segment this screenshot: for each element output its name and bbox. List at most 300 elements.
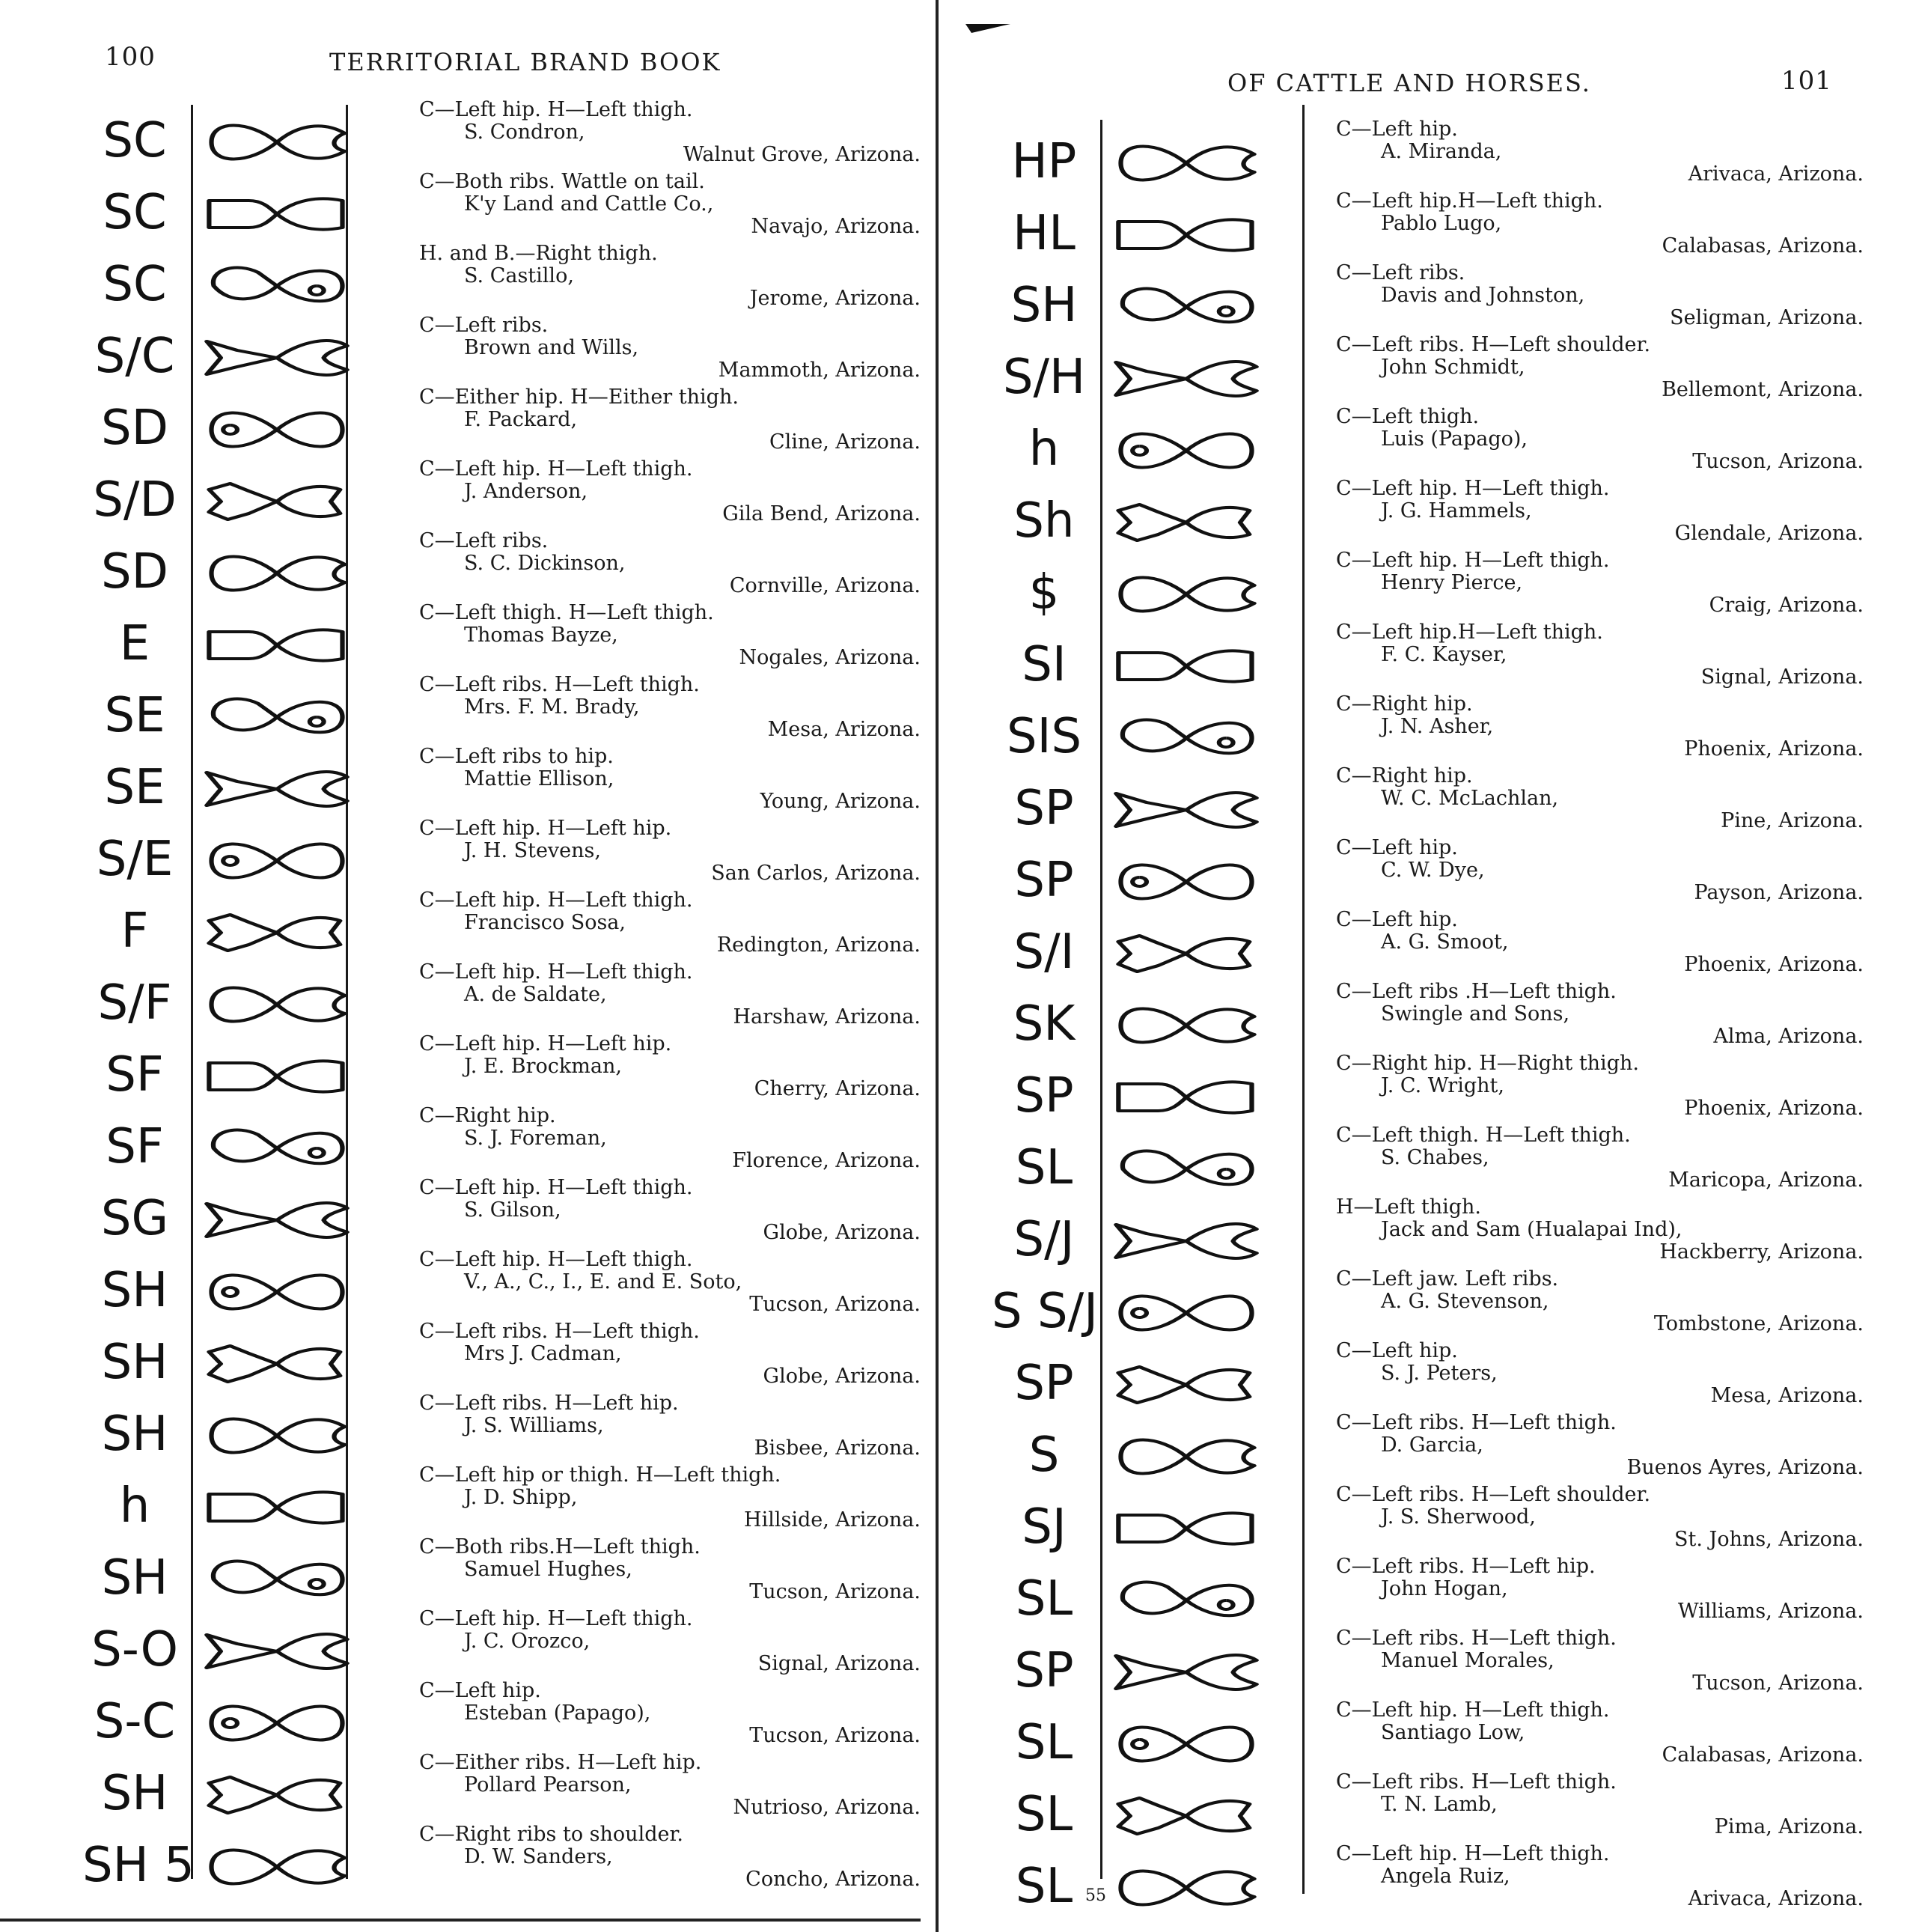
brand-entry — [1336, 1699, 1864, 1771]
owner-name: S. Chabes, — [1381, 1146, 1489, 1169]
earmark-icon — [202, 115, 352, 169]
brand-location: C—Left jaw. Left ribs. — [1336, 1267, 1559, 1290]
brand-location: H—Left thigh. — [1336, 1195, 1482, 1219]
brand-location: C—Left hip. H—Left hip. — [419, 817, 672, 840]
brand-code: F — [120, 903, 149, 959]
earmark-icon — [1111, 352, 1261, 406]
owner-name: A. G. Stevenson, — [1381, 1290, 1549, 1313]
brand-code: SC — [103, 185, 167, 240]
owner-place: Cornville, Arizona. — [729, 574, 921, 597]
brand-location: C—Left ribs. — [1336, 261, 1465, 284]
brand-entry — [1336, 1340, 1864, 1412]
column-rule — [1302, 105, 1305, 1894]
brand-code: S/I — [1013, 924, 1075, 980]
brand-code: SH — [101, 1766, 168, 1821]
brand-row — [82, 752, 359, 823]
brand-code: SD — [101, 544, 168, 600]
brand-location: C—Left ribs. H—Left hip. — [1336, 1555, 1596, 1578]
brand-location: C—Left ribs. H—Left thigh. — [419, 1320, 700, 1343]
owner-name: F. C. Kayser, — [1381, 643, 1507, 666]
brand-location: C—Left hip. — [1336, 118, 1458, 141]
brand-code: SC — [103, 113, 167, 168]
owner-name: K'y Land and Cattle Co., — [464, 192, 714, 216]
brand-code: SL — [1015, 1787, 1073, 1842]
owner-place: Tucson, Arizona. — [1692, 450, 1864, 473]
owner-name: J. H. Stevens, — [464, 839, 601, 862]
earmark-icon — [202, 546, 352, 600]
brand-entry — [419, 458, 921, 530]
printer-signature: 55 — [1085, 1886, 1106, 1905]
earmark-icon — [1111, 1645, 1261, 1699]
brand-code: S/F — [97, 975, 172, 1031]
owner-place: Signal, Arizona. — [757, 1652, 921, 1675]
brand-location: C—Left hip. H—Left thigh. — [1336, 1842, 1610, 1865]
owner-place: Pima, Arizona. — [1714, 1815, 1864, 1838]
brand-code: S/D — [93, 472, 177, 528]
owner-place: Glendale, Arizona. — [1674, 522, 1864, 545]
brand-location: C—Right hip. — [1336, 692, 1473, 716]
earmark-icon — [1111, 280, 1261, 334]
earmark-icon — [202, 475, 352, 528]
owner-place: Bisbee, Arizona. — [754, 1436, 921, 1460]
brand-row — [992, 629, 1269, 701]
owner-name: Brown and Wills, — [464, 336, 639, 359]
brand-code: SJ — [1022, 1499, 1067, 1555]
brand-location: C—Left hip. H—Left thigh. — [419, 889, 693, 912]
brand-code: E — [119, 616, 150, 671]
brand-code: Sh — [1013, 493, 1075, 549]
brand-entry — [419, 1392, 921, 1464]
owner-name: D. Garcia, — [1381, 1433, 1483, 1457]
brand-location: C—Left hip. H—Left thigh. — [1336, 549, 1610, 572]
brand-code: SH — [101, 1550, 168, 1606]
owner-place: Tucson, Arizona. — [749, 1580, 921, 1603]
owner-place: Bellemont, Arizona. — [1662, 378, 1864, 401]
brand-location: C—Left hip. H—Left thigh. — [1336, 1698, 1610, 1722]
brand-entry — [419, 1177, 921, 1249]
earmark-icon — [1111, 1214, 1261, 1268]
brand-location: C—Left hip. H—Left thigh. — [419, 457, 693, 481]
brand-code: SP — [1014, 1356, 1074, 1411]
brand-entry — [419, 817, 921, 889]
brand-entry — [1336, 190, 1864, 262]
owner-place: Tucson, Arizona. — [749, 1724, 921, 1747]
brand-code: SP — [1014, 1068, 1074, 1124]
brand-entry — [1336, 1627, 1864, 1699]
brand-location: C—Right ribs to shoulder. — [419, 1823, 683, 1846]
owner-name: D. W. Sanders, — [464, 1845, 613, 1868]
owner-name: Pollard Pearson, — [464, 1773, 632, 1797]
running-head: TERRITORIAL BRAND BOOK — [329, 48, 721, 76]
brand-row — [992, 988, 1269, 1060]
owner-name: Swingle and Sons, — [1381, 1002, 1570, 1026]
earmark-icon — [202, 1049, 352, 1103]
earmark-icon — [1111, 1573, 1261, 1627]
brand-row — [82, 320, 359, 392]
owner-place: Phoenix, Arizona. — [1684, 953, 1864, 976]
brand-row — [82, 392, 359, 464]
earmark-icon — [202, 331, 352, 385]
brand-row — [82, 1758, 359, 1829]
brand-row — [992, 198, 1269, 269]
brand-row — [82, 1686, 359, 1758]
brand-row — [82, 1542, 359, 1614]
brand-code: h — [1028, 421, 1060, 477]
earmark-icon — [1111, 927, 1261, 981]
earmark-icon — [1111, 1142, 1261, 1196]
brand-code: SF — [106, 1119, 164, 1174]
brand-row — [82, 105, 359, 177]
brand-row — [992, 557, 1269, 629]
earmark-icon — [1111, 1717, 1261, 1771]
brand-location: C—Either ribs. H—Left hip. — [419, 1751, 702, 1774]
brand-row — [992, 485, 1269, 557]
brand-location: C—Left hip. H—Left thigh. — [1336, 477, 1610, 500]
brand-code: SK — [1013, 996, 1076, 1052]
earmark-icon — [202, 1121, 352, 1175]
brand-code: SE — [104, 688, 165, 743]
owner-name: J. Anderson, — [464, 480, 588, 503]
brand-entry — [419, 1320, 921, 1392]
brand-row — [992, 1060, 1269, 1132]
brand-row — [82, 536, 359, 608]
earmark-icon — [202, 834, 352, 888]
owner-name: Thomas Bayze, — [464, 624, 618, 647]
brand-entry — [1336, 981, 1864, 1052]
brand-code: $ — [1028, 565, 1060, 621]
owner-place: Cline, Arizona. — [769, 430, 921, 454]
brand-entry — [419, 889, 921, 961]
owner-name: Angela Ruiz, — [1381, 1865, 1510, 1888]
earmark-icon — [202, 1624, 352, 1678]
brand-code: HP — [1011, 134, 1077, 189]
brand-entry — [1336, 1196, 1864, 1268]
earmark-icon — [202, 403, 352, 457]
brand-location: C—Right hip. — [419, 1104, 556, 1127]
owner-place: Phoenix, Arizona. — [1684, 1097, 1864, 1120]
brand-row — [82, 1183, 359, 1255]
earmark-icon — [202, 978, 352, 1031]
brand-entry — [1336, 1052, 1864, 1124]
owner-place: Nutrioso, Arizona. — [733, 1796, 921, 1819]
brand-entry — [1336, 1484, 1864, 1555]
owner-name: Santiago Low, — [1381, 1721, 1525, 1744]
brand-row — [992, 773, 1269, 844]
page-number: 101 — [1781, 66, 1832, 96]
earmark-icon — [1111, 136, 1261, 190]
brand-code: S/H — [1002, 350, 1086, 405]
brand-location: C—Left ribs. H—Left thigh. — [1336, 1770, 1617, 1794]
brand-row — [82, 1326, 359, 1398]
brand-entry — [1336, 1124, 1864, 1196]
brand-row — [992, 1850, 1269, 1922]
owner-place: Arivaca, Arizona. — [1688, 162, 1864, 186]
owner-place: Young, Arizona. — [760, 790, 921, 813]
brand-location: C—Left ribs. H—Left shoulder. — [1336, 333, 1651, 356]
owner-name: C. W. Dye, — [1381, 859, 1485, 882]
brand-entry — [419, 602, 921, 674]
left-page — [0, 0, 936, 1932]
earmark-icon — [202, 1193, 352, 1247]
owner-place: Harshaw, Arizona. — [733, 1005, 921, 1029]
brand-location: C—Either hip. H—Either thigh. — [419, 386, 739, 409]
brand-row — [992, 1563, 1269, 1635]
owner-place: San Carlos, Arizona. — [711, 862, 921, 885]
owner-place: Phoenix, Arizona. — [1684, 737, 1864, 761]
brand-row — [82, 177, 359, 249]
brand-entry — [1336, 909, 1864, 981]
brand-code: SF — [106, 1047, 164, 1103]
brand-code: SC — [103, 257, 167, 312]
earmark-icon — [1111, 1358, 1261, 1412]
brand-entry — [419, 1608, 921, 1680]
owner-name: A. de Saldate, — [464, 983, 607, 1006]
earmark-icon — [202, 1409, 352, 1463]
brand-location: C—Right hip. H—Right thigh. — [1336, 1052, 1639, 1075]
brand-entry — [1336, 1555, 1864, 1627]
brand-code: SL — [1015, 1859, 1073, 1914]
brand-code: SH — [101, 1407, 168, 1462]
brand-entry — [1336, 693, 1864, 765]
brand-entry — [419, 530, 921, 602]
owner-place: Globe, Arizona. — [763, 1221, 921, 1244]
owner-name: F. Packard, — [464, 408, 578, 431]
earmark-icon — [202, 1265, 352, 1319]
earmark-icon — [1111, 1861, 1261, 1915]
brand-row — [992, 1635, 1269, 1707]
brand-location: C—Both ribs.H—Left thigh. — [419, 1535, 701, 1558]
earmark-icon — [1111, 1070, 1261, 1124]
brand-row — [82, 680, 359, 752]
owner-name: S. C. Dickinson, — [464, 552, 626, 575]
brand-entry — [419, 961, 921, 1033]
owner-place: Walnut Grove, Arizona. — [683, 143, 921, 166]
owner-name: Esteban (Papago), — [464, 1701, 651, 1725]
owner-place: Alma, Arizona. — [1713, 1025, 1864, 1048]
brand-row — [992, 1204, 1269, 1276]
brand-location: C—Left hip. — [1336, 1339, 1458, 1362]
earmark-icon — [202, 1840, 352, 1894]
brand-code: SG — [100, 1191, 169, 1246]
owner-name: J. G. Hammels, — [1381, 499, 1532, 522]
brand-entry — [1336, 478, 1864, 549]
owner-name: J. E. Brockman, — [464, 1055, 622, 1078]
brand-code: S-C — [94, 1694, 176, 1749]
brand-location: C—Left hip. H—Left hip. — [419, 1032, 672, 1055]
brand-row — [82, 1398, 359, 1470]
brand-entry — [1336, 621, 1864, 693]
brand-entry — [1336, 549, 1864, 621]
brand-row — [992, 1132, 1269, 1204]
brand-location: C—Left hip. H—Left thigh. — [419, 98, 693, 121]
earmark-icon — [1111, 711, 1261, 765]
owner-place: Florence, Arizona. — [732, 1149, 921, 1172]
earmark-icon — [202, 187, 352, 241]
owner-place: Concho, Arizona. — [745, 1868, 921, 1891]
brand-entry — [419, 99, 921, 171]
owner-place: Hackberry, Arizona. — [1659, 1240, 1864, 1264]
brand-code: SH — [1010, 278, 1078, 333]
owner-name: Henry Pierce, — [1381, 571, 1523, 594]
brand-row — [992, 844, 1269, 916]
right-page — [951, 0, 1916, 1932]
owner-place: Maricopa, Arizona. — [1668, 1168, 1864, 1192]
owner-name: Francisco Sosa, — [464, 911, 626, 934]
brand-entry — [1336, 765, 1864, 837]
earmark-icon — [202, 1481, 352, 1535]
owner-name: John Hogan, — [1381, 1577, 1508, 1600]
brand-row — [82, 1111, 359, 1183]
owner-place: Gila Bend, Arizona. — [722, 502, 921, 525]
brand-location: C—Left hip. H—Left thigh. — [419, 960, 693, 984]
owner-place: Redington, Arizona. — [716, 933, 921, 957]
brand-code: S S/J — [992, 1284, 1099, 1339]
owner-name: A. Miranda, — [1381, 140, 1502, 163]
brand-entry — [419, 1249, 921, 1320]
owner-place: Navajo, Arizona. — [751, 215, 921, 238]
page-number: 100 — [105, 42, 156, 72]
brand-entry — [1336, 118, 1864, 190]
owner-place: Arivaca, Arizona. — [1688, 1887, 1864, 1910]
owner-place: Buenos Ayres, Arizona. — [1626, 1456, 1864, 1479]
owner-name: S. Condron, — [464, 121, 585, 144]
brand-location: C—Right hip. — [1336, 764, 1473, 787]
owner-name: Luis (Papago), — [1381, 427, 1528, 451]
owner-place: Pine, Arizona. — [1721, 809, 1864, 832]
brand-code: SP — [1014, 1643, 1074, 1698]
owner-name: S. Castillo, — [464, 264, 574, 287]
brand-location: C—Left ribs. H—Left thigh. — [419, 673, 700, 696]
brand-row — [82, 1614, 359, 1686]
brand-entry — [419, 746, 921, 817]
brand-row — [82, 823, 359, 895]
owner-name: Mrs. F. M. Brady, — [464, 695, 640, 719]
brand-code: S-O — [91, 1622, 178, 1677]
owner-name: W. C. McLachlan, — [1381, 787, 1559, 810]
earmark-icon — [202, 1768, 352, 1822]
brand-location: C—Left ribs to hip. — [419, 745, 614, 768]
owner-place: Seligman, Arizona. — [1670, 306, 1864, 329]
owner-name: V., A., C., I., E. and E. Soto, — [464, 1270, 742, 1293]
brand-code: SL — [1015, 1715, 1073, 1770]
brand-code: SL — [1015, 1571, 1073, 1627]
earmark-icon — [202, 259, 352, 313]
earmark-icon — [202, 762, 352, 816]
brand-code: S/E — [96, 832, 174, 887]
brand-entry — [419, 1823, 921, 1895]
earmark-icon — [1111, 567, 1261, 621]
owner-place: Mammoth, Arizona. — [718, 359, 921, 382]
brand-code: SE — [104, 760, 165, 815]
earmark-icon — [1111, 999, 1261, 1052]
owner-place: Tombstone, Arizona. — [1653, 1312, 1864, 1335]
brand-location: C—Left ribs. — [419, 314, 549, 337]
earmark-icon — [1111, 783, 1261, 837]
brand-row — [992, 1779, 1269, 1850]
brand-row — [992, 1347, 1269, 1419]
page-gutter — [936, 0, 939, 1932]
brand-row — [992, 413, 1269, 485]
owner-name: T. N. Lamb, — [1381, 1793, 1498, 1816]
brand-location: C—Left hip or thigh. H—Left thigh. — [419, 1463, 781, 1487]
brand-row — [992, 1491, 1269, 1563]
brand-code: SL — [1015, 1140, 1073, 1195]
brand-entry — [1336, 406, 1864, 478]
brand-row — [82, 608, 359, 680]
brand-entry — [1336, 1268, 1864, 1340]
brand-location: C—Left hip. H—Left thigh. — [419, 1248, 693, 1271]
owner-place: Tucson, Arizona. — [749, 1293, 921, 1316]
brand-row — [82, 464, 359, 536]
earmark-icon — [202, 618, 352, 672]
brand-entry — [419, 243, 921, 314]
owner-place: Williams, Arizona. — [1677, 1600, 1864, 1623]
brand-code: SH — [101, 1335, 168, 1390]
brand-location: C—Left thigh. H—Left thigh. — [419, 601, 714, 624]
earmark-icon — [202, 1696, 352, 1750]
brand-location: C—Left ribs. H—Left thigh. — [1336, 1627, 1617, 1650]
earmark-icon — [1111, 855, 1261, 909]
brand-row — [992, 341, 1269, 413]
owner-name: Mattie Ellison, — [464, 767, 614, 790]
owner-place: Mesa, Arizona. — [1710, 1384, 1864, 1407]
owner-name: J. S. Williams, — [464, 1414, 604, 1437]
owner-name: Davis and Johnston, — [1381, 284, 1585, 307]
owner-place: Tucson, Arizona. — [1692, 1672, 1864, 1695]
brand-code: SP — [1014, 853, 1074, 908]
footer-rule — [0, 1919, 921, 1922]
earmark-icon — [1111, 639, 1261, 693]
brand-entry — [1336, 837, 1864, 909]
brand-entry — [1336, 334, 1864, 406]
brand-entry — [419, 1033, 921, 1105]
brand-location: C—Both ribs. Wattle on tail. — [419, 170, 705, 193]
brand-code: SH 5 — [82, 1838, 195, 1893]
owner-place: Jerome, Arizona. — [749, 287, 921, 310]
brand-location: C—Left thigh. H—Left thigh. — [1336, 1124, 1631, 1147]
owner-place: Hillside, Arizona. — [744, 1508, 921, 1532]
brand-row — [82, 1829, 359, 1901]
brand-location: C—Left hip. — [419, 1679, 541, 1702]
owner-name: Samuel Hughes, — [464, 1558, 632, 1581]
brand-code: SIS — [1006, 709, 1082, 764]
brand-entry — [419, 674, 921, 746]
owner-place: Calabasas, Arizona. — [1662, 234, 1864, 258]
brand-location: C—Left hip. H—Left thigh. — [419, 1176, 693, 1199]
brand-entry — [419, 314, 921, 386]
owner-name: J. D. Shipp, — [464, 1486, 578, 1509]
earmark-icon — [1111, 1286, 1261, 1340]
earmark-icon — [1111, 424, 1261, 478]
earmark-icon — [1111, 208, 1261, 262]
owner-name: J. C. Wright, — [1381, 1074, 1504, 1097]
brand-row — [992, 1276, 1269, 1347]
earmark-icon — [202, 1552, 352, 1606]
brand-row — [992, 701, 1269, 773]
earmark-icon — [1111, 1789, 1261, 1843]
brand-entry — [419, 171, 921, 243]
brand-location: H. and B.—Right thigh. — [419, 242, 658, 265]
brand-row — [992, 916, 1269, 988]
brand-entry — [1336, 262, 1864, 334]
owner-place: Nogales, Arizona. — [739, 646, 921, 669]
brand-row — [992, 269, 1269, 341]
brand-location: C—Left hip. — [1336, 836, 1458, 859]
owner-place: Craig, Arizona. — [1709, 594, 1864, 617]
owner-name: Jack and Sam (Hualapai Ind), — [1381, 1218, 1682, 1241]
brand-row — [82, 967, 359, 1039]
brand-entry — [1336, 1412, 1864, 1484]
